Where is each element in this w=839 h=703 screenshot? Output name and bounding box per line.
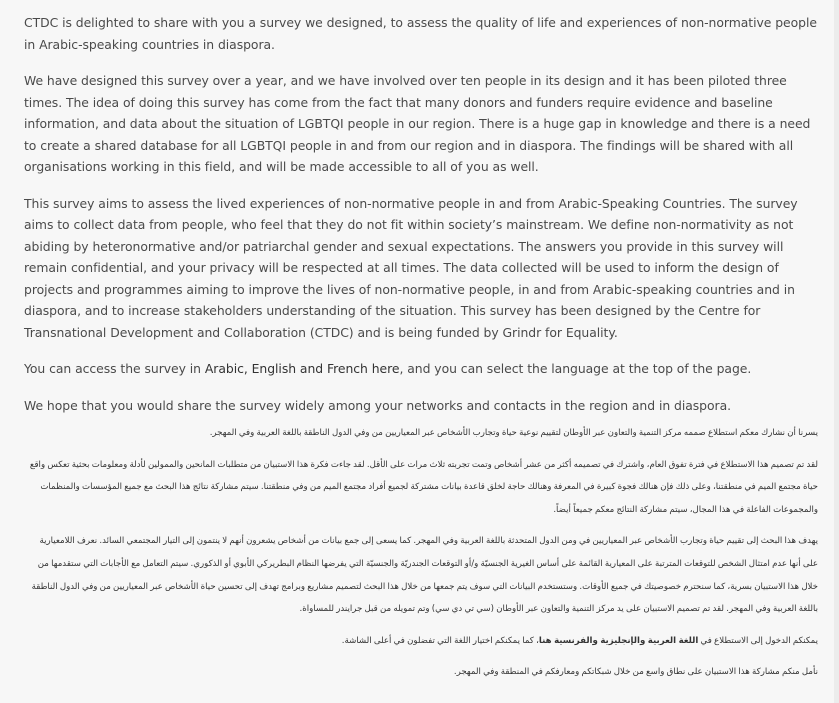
arabic-design-paragraph: لقد تم تصميم هذا الاستطلاع في فترة تفوق العام، واشترك في تصميمه أكثر من عشر أشخاص وتمت تجربته ثلاث مرات على الأقل. لقد جاءت فكرة هذا الاستبيان من متطلبات المانحين والممولين لأدلة ومعلومات بحثية تعكس واقع حياة مجتمع الميم في منطقتنا، وعلى ذلك فإن هنالك فجوة كبيرة في المعرفة وهنالك حاجة لخلق قاعدة بيانات مشتركة لجميع أفراد مجتمع الميم من وفي منطقتنا. سيتم مشاركة نتائج هذا البحث مع جميع المؤسسات والمنظمات والمجموعات الفاعلة في هذا المجال، سيتم مشاركة النتائج معكم جميعاً أيضاً. bbox=[29, 459, 818, 515]
access-paragraph bbox=[24, 358, 818, 380]
intro-paragraph: CTDC is delighted to share with you a survey we designed, to assess the quality of life and experiences of non-normative people in Arabic-speaking countries in diaspora. bbox=[24, 15, 817, 52]
access-text-before: You can access the survey in bbox=[24, 361, 205, 376]
survey-languages-link[interactable]: Arabic, English and French here bbox=[204, 361, 400, 376]
design-paragraph: We have designed this survey over a year, and we have involved over ten people in its design and it has been piloted three times. The idea of doing this survey has come from the fact that many donors and funders require evidence and baseline information, and data about the situation of LGBTQI people in our region. There is a huge gap in knowledge and there is a need to create a shared database for all LGBTQI people in and from our region and in diaspora. The findings will be shared with all organisations working in this field, and will be made accessible to all of you as well. bbox=[24, 73, 811, 174]
arabic-access-paragraph bbox=[24, 630, 818, 653]
arabic-access-text-after: ، كما يمكنكم اختيار اللغة التي تفضلون في أعلى الشاشة. bbox=[341, 635, 539, 646]
arabic-section bbox=[24, 422, 818, 684]
page-scrollbar[interactable] bbox=[834, 0, 839, 703]
arabic-access-text-before: يمكنكم الدخول إلى الاستطلاع في bbox=[698, 635, 818, 646]
arabic-share-paragraph: نأمل منكم مشاركة هذا الاستبيان على نطاق واسع من خلال شبكاتكم ومعارفكم في المنطقة وفي المهجر. bbox=[453, 667, 818, 678]
access-text-after: , and you can select the language at the top of the page. bbox=[399, 361, 752, 376]
english-section bbox=[24, 12, 818, 416]
arabic-intro-paragraph: يسرنا أن نشارك معكم استطلاع صممه مركز التنمية والتعاون عبر الأوطان لتقييم نوعية حياة وتجارب الأشخاص عبر المعياريين من وفي الدول الناطقة باللغة العربية وفي المهجر. bbox=[209, 428, 818, 438]
arabic-survey-languages-link[interactable]: اللغة العربية والإنجليزية والفرنسية هنا bbox=[538, 635, 699, 646]
aims-paragraph: This survey aims to assess the lived experiences of non-normative people in and from Arabic-Speaking Countries. The survey aims to collect data from people, who feel that they do not fit within society’s mainstream. We define non-normativity as not abiding by heteronormative and/or patriarchal gender and sexual expectations. The answers you provide in this survey will remain confidential, and your privacy will be respected at all times. The data collected will be used to inform the design of projects and programmes aiming to improve the lives of non-normative people, in and from Arabic-speaking countries and in diaspora, and to increase stakeholders understanding of the situation. This survey has been designed by the Centre for Transnational Development and Collaboration (CTDC) and is being funded by Grindr for Equality. bbox=[24, 195, 798, 340]
arabic-aims-paragraph: يهدف هذا البحث إلى تقييم حياة وتجارب الأشخاص عبر المعياريين في ومن الدول المتحدثة باللغة العربية وفي المهجر. كما يسعى إلى جمع بيانات من أشخاص يشعرون أنهم لا ينتمون إلى التيار المجتمعي السائد. نعرف اللامعيارية على أنها عدم امتثال الشخص للتوقعات المترتبة على المعيارية القائمة على أساس الغيرية الجنسيّة و/أو التوقعات الجندريّة والجنسيّة التي يفرضها النظام البطريركي الأبوي أو الذكوري. سيتم التعامل مع الأجابات التي ستقدمها من خلال هذا الاستبيان بسرية، كما سنحترم خصوصيتك في جميع الأوقات. وستستخدم البيانات التي سوف يتم جمعها من خلال هذا البحث لتصميم مشاريع وبرامج تهدف إلى تحسين حياة الأشخاص عبر المعياريين من وفي الدول الناطقة باللغة العربية وفي المهجر. لقد تم تصميم الاستبيان على يد مركز التنمية والتعاون عبر الأوطان (سي تي دي سي) وتم تمويله من قبل جرايندر للمساواة. bbox=[31, 536, 818, 615]
share-paragraph: We hope that you would share the survey widely among your networks and contacts in the region and in diaspora. bbox=[24, 397, 732, 413]
